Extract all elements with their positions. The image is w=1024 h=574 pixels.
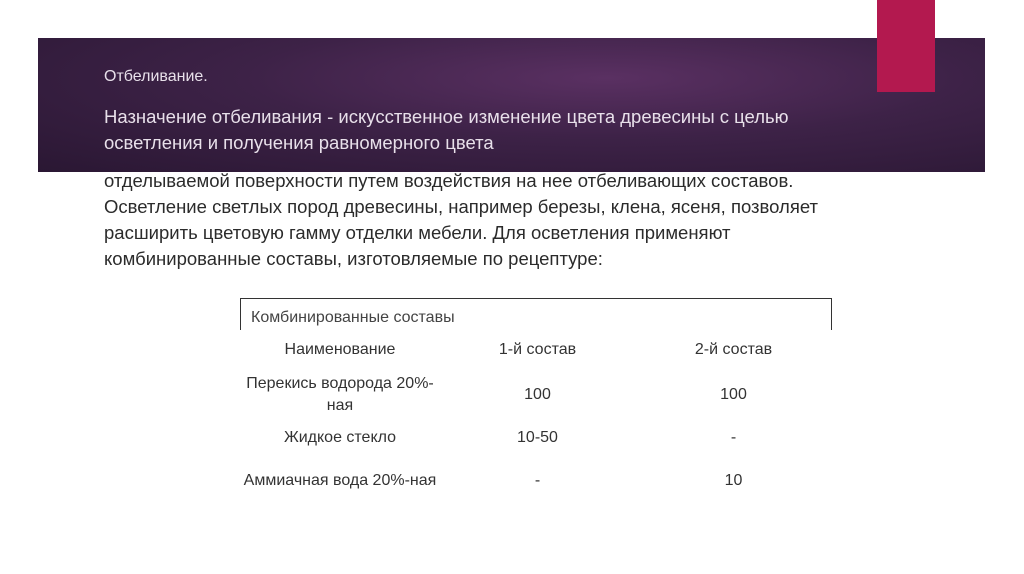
cell-composition-1: 100 xyxy=(524,386,551,403)
cell-composition-2: 100 xyxy=(720,386,747,403)
cell-composition-2: - xyxy=(730,429,737,446)
table-header-row xyxy=(240,330,832,370)
cell-name: Жидкое стекло xyxy=(283,429,397,446)
cell-composition-1: 10-50 xyxy=(517,429,558,446)
header-composition-2: 2-й состав xyxy=(694,341,773,358)
header-composition-1: 1-й состав xyxy=(498,341,577,358)
slide-body-text: отделываемой поверхности путем воздействия на нее отбеливающих составов. Осветление светлых пород древесины, например березы, клена, ясеня, позволяет расширить цветовую гамму отделки мебели. Для осветления применяют комбинированные составы, изготовляемые по рецептуре: xyxy=(104,170,819,269)
cell-name: Перекись водорода 20%-ная xyxy=(246,375,434,414)
compositions-grid xyxy=(240,330,832,506)
cell-name: Аммиачная вода 20%-ная xyxy=(243,472,437,489)
compositions-table xyxy=(240,298,832,506)
slide-subtitle: Отбеливание. xyxy=(104,68,208,85)
table-row xyxy=(240,456,832,506)
table-caption: Комбинированные составы xyxy=(240,298,832,330)
slide-title: Назначение отбеливания - искусственное изменение цвета древесины с целью осветления и получения равномерного цвета xyxy=(104,106,789,153)
header-name: Наименование xyxy=(284,341,396,358)
accent-tab xyxy=(877,0,935,92)
table-row xyxy=(240,420,832,456)
cell-composition-2: 10 xyxy=(724,472,743,489)
table-row xyxy=(240,370,832,420)
cell-composition-1: - xyxy=(534,472,541,489)
